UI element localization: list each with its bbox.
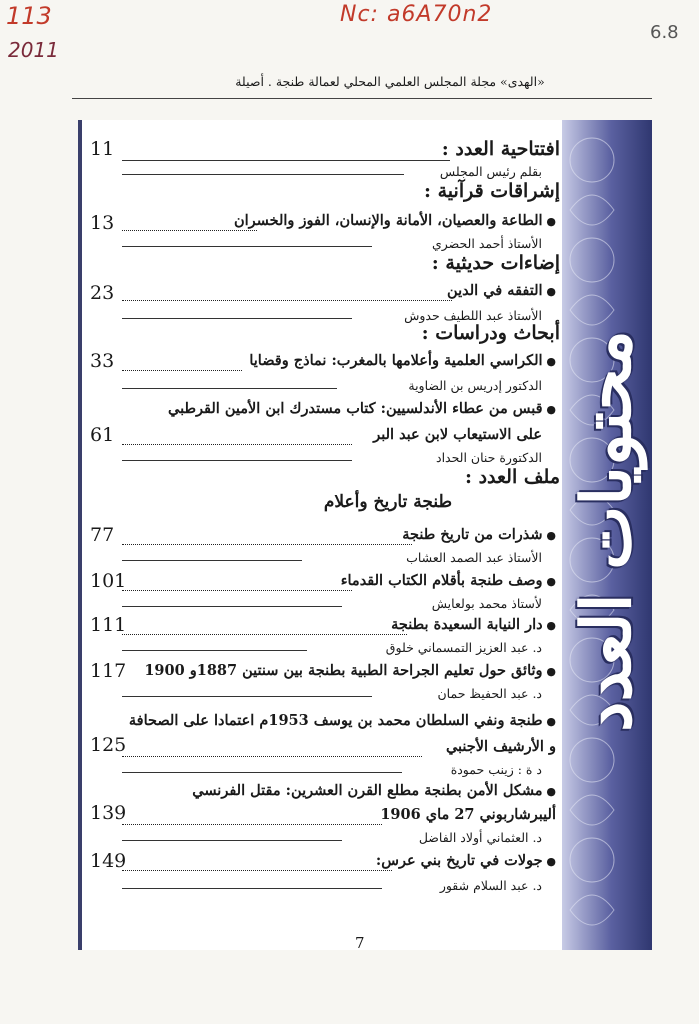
dot-leader bbox=[122, 544, 412, 545]
entry-title: ● وثائق حول تعليم الجراحة الطبية بطنجة بين سنتين 1887و 1900 bbox=[144, 662, 556, 679]
entry-title-continued: و الأرشيف الأجنبي bbox=[445, 738, 556, 755]
entry-title: ● الكراسي العلمية وأعلامها بالمغرب: نماذج وقضايا bbox=[249, 352, 556, 369]
handwritten-year: 2011 bbox=[8, 38, 59, 62]
entry-title: ● الطاعة والعصيان، الأمانة والإنسان، الفوز والخسران bbox=[233, 212, 556, 229]
entry-author: د. العثماني أولاد الفاضل bbox=[418, 830, 542, 845]
author-rule bbox=[122, 560, 302, 561]
handwritten-note: 113 bbox=[6, 2, 52, 30]
entry-page-number: 101 bbox=[90, 570, 127, 592]
author-rule bbox=[122, 246, 372, 247]
entry-page-number: 23 bbox=[90, 282, 115, 304]
entry-page-number: 77 bbox=[90, 524, 115, 546]
entry-author: د ة : زينب حمودة bbox=[450, 762, 542, 777]
dossier-subheading: طنجة تاريخ وأعلام bbox=[323, 492, 452, 512]
entry-author: لأستاذ محمد بولعايش bbox=[431, 596, 542, 611]
entry-page-number: 125 bbox=[90, 734, 127, 756]
page-number: 7 bbox=[355, 934, 365, 952]
entry-author: الدكتور إدريس بن الضاوية bbox=[408, 378, 542, 393]
dot-leader bbox=[122, 870, 392, 871]
author-rule bbox=[122, 696, 372, 697]
dot-leader bbox=[122, 824, 382, 825]
entry-author: الأستاذ عبد اللطيف حدوش bbox=[404, 308, 542, 323]
dot-leader bbox=[122, 230, 257, 231]
author-rule bbox=[122, 606, 342, 607]
dot-leader bbox=[122, 756, 422, 757]
handwritten-reference: Nc: a6A70n2 bbox=[340, 2, 493, 27]
entry-page-number: 11 bbox=[90, 138, 115, 160]
entry-title-continued: أليبرشاربوني 27 ماي 1906 bbox=[380, 806, 556, 823]
entry-page-number: 61 bbox=[90, 424, 115, 446]
dot-leader bbox=[122, 444, 352, 445]
entry-title: ● طنجة ونفي السلطان محمد بن يوسف 1953م اعتمادا على الصحافة bbox=[128, 712, 556, 729]
dot-leader bbox=[122, 634, 407, 635]
entry-author: بقلم رئيس المجلس bbox=[439, 164, 542, 179]
entry-title: ● شذرات من تاريخ طنجة bbox=[402, 526, 556, 543]
entry-author: الأستاذ أحمد الحضري bbox=[431, 236, 542, 251]
author-rule bbox=[122, 650, 307, 651]
dot-leader bbox=[122, 370, 242, 371]
author-rule bbox=[122, 840, 342, 841]
entry-title: ● دار النيابة السعيدة بطنجة bbox=[391, 616, 556, 633]
dot-leader bbox=[122, 300, 452, 301]
entry-title: ● قبس من عطاء الأندلسيين: كتاب مستدرك ابن الأمين القرطبي bbox=[168, 400, 556, 417]
section-heading-quranic: إشراقات قرآنية : bbox=[423, 180, 560, 202]
entry-title: ● وصف طنجة بأقلام الكتاب القدماء bbox=[340, 572, 556, 589]
banner-title: محتويات العدد bbox=[567, 330, 647, 732]
running-head: «الهدى» مجلة المجلس العلمي المحلي لعمالة طنجة . أصيلة bbox=[235, 74, 545, 89]
entry-page-number: 33 bbox=[90, 350, 115, 372]
author-rule bbox=[122, 460, 352, 461]
entry-title-continued: على الاستيعاب لابن عبد البر bbox=[373, 426, 542, 443]
section-heading-dossier: ملف العدد : bbox=[464, 466, 560, 488]
section-heading-hadith: إضاءات حديثية : bbox=[431, 252, 560, 274]
entry-author: الأستاذ عبد الصمد العشاب bbox=[406, 550, 542, 565]
author-rule bbox=[122, 318, 352, 319]
entry-title: ● التفقه في الدين bbox=[447, 282, 556, 299]
author-rule bbox=[122, 888, 382, 889]
entry-page-number: 117 bbox=[90, 660, 127, 682]
entry-title: ● جولات في تاريخ بني عرس: bbox=[375, 852, 556, 869]
author-rule bbox=[122, 772, 402, 773]
header-rule bbox=[72, 98, 652, 99]
section-heading-research: أبحاث ودراسات : bbox=[421, 322, 560, 344]
entry-page-number: 149 bbox=[90, 850, 127, 872]
contents-banner bbox=[562, 120, 652, 950]
entry-title: ● مشكل الأمن بطنجة مطلع القرن العشرين: مقتل الفرنسي bbox=[192, 782, 556, 799]
entry-author: الدكتورة حنان الحداد bbox=[436, 450, 542, 465]
entry-author: د. عبد العزيز التمسماني خلوق bbox=[385, 640, 542, 655]
entry-author: د. عبد السلام شقور bbox=[439, 878, 542, 893]
entry-page-number: 139 bbox=[90, 802, 127, 824]
entry-page-number: 13 bbox=[90, 212, 115, 234]
handwritten-code: 6.8 bbox=[650, 22, 679, 43]
entry-page-number: 111 bbox=[90, 614, 127, 636]
section-heading-editorial: افتتاحية العدد : bbox=[442, 138, 560, 160]
contents-panel bbox=[78, 120, 652, 950]
author-rule bbox=[122, 174, 404, 175]
author-rule bbox=[122, 388, 337, 389]
dot-leader bbox=[122, 590, 352, 591]
entry-author: د. عبد الحفيظ حمان bbox=[437, 686, 542, 701]
